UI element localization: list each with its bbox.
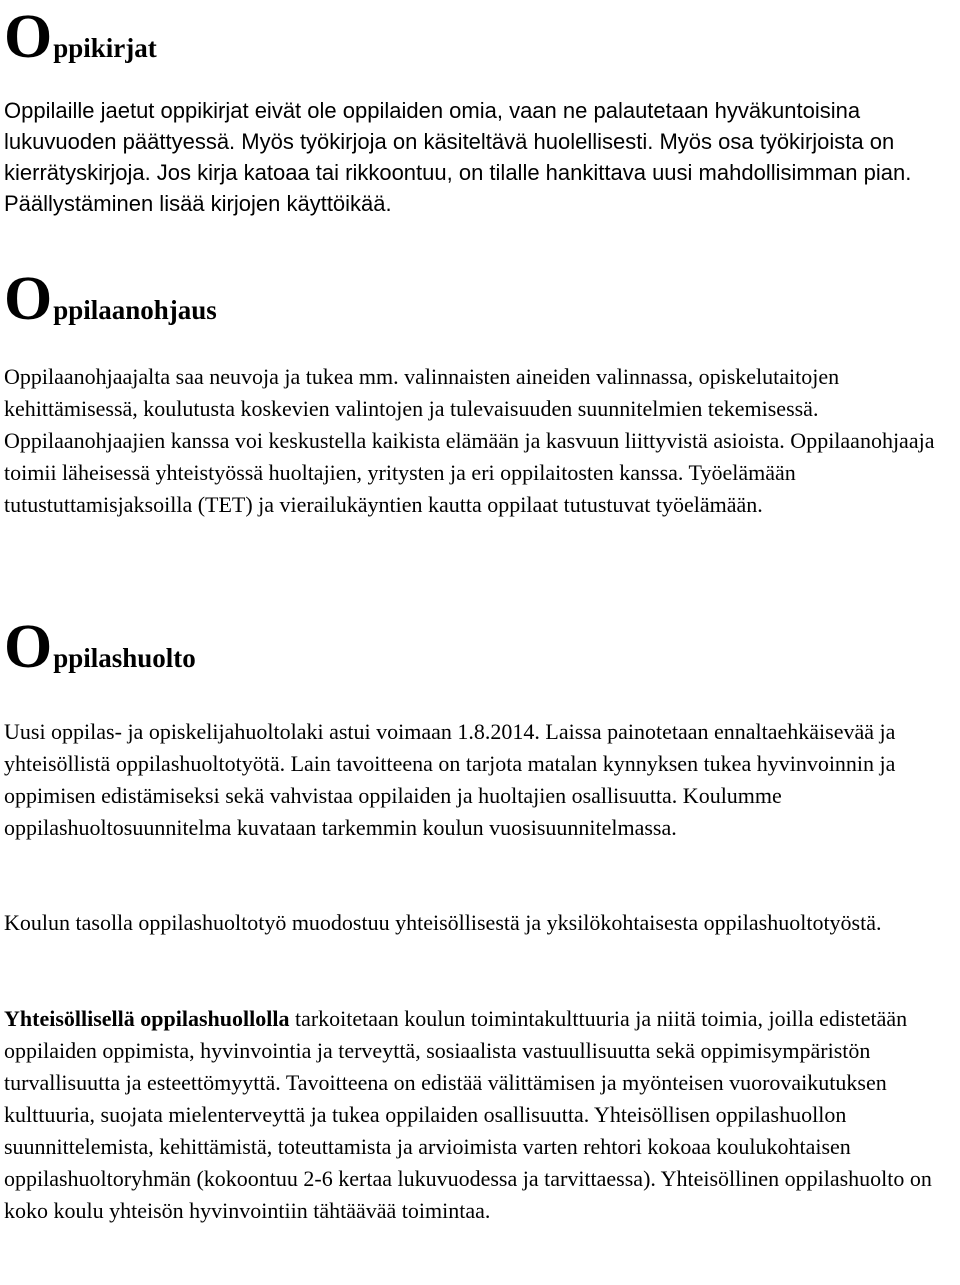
- heading-initial: O: [4, 613, 53, 681]
- paragraph-oppilashuolto-law: Uusi oppilas- ja opiskelijahuoltolaki astui voimaan 1.8.2014. Laissa painotetaan ennaltaehkäisevää ja yhteisöllistä oppilashuoltotyötä. Lain tavoitteena on tarjota matalan kynnyksen tukea hyvinvoinnin ja oppimisen edistämiseksi sekä vahvistaa oppilaiden ja huoltajien osallisuutta. Koulumme oppilashuoltosuunnitelma kuvataan tarkemmin koulun vuosisuunnitelmassa.: [4, 719, 896, 840]
- paragraph-text: tarkoitetaan koulun toimintakulttuuria ja niitä toimia, joilla edistetään oppilaiden oppimista, hyvinvointia ja terveyttä, sosiaalista vastuullisuutta sekä oppimisympäristön turvallisuutta ja esteettömyyttä. Tavoitteena on edistää välittämisen ja myönteisen vuorovaikutuksen kulttuuria, suojata mielenterveyttä ja tukea oppilaiden osallisuutta. Yhteisöllisen oppilashuollon suunnittelemista, kehittämistä, toteuttamista ja arvioimista varten rehtori kokoaa koulukohtaisen oppilashuoltoryhmän (kokoontuu 2-6 kertaa lukuvuodessa ja tarvittaessa). Yhteisöllinen oppilashuolto on koko koulu yhteisön hyvinvointiin tähtäävää toimintaa.: [4, 1006, 932, 1223]
- heading-oppilashuolto: [4, 613, 196, 681]
- heading-oppikirjat: [4, 3, 157, 71]
- heading-initial: O: [4, 3, 53, 71]
- paragraph-oppilaanohjaus: Oppilaanohjaajalta saa neuvoja ja tukea mm. valinnaisten aineiden valinnassa, opiskelutaitojen kehittämisessä, koulutusta koskevien valintojen ja tulevaisuuden suunnitelmien tekemisessä. Oppilaanohjaajien kanssa voi keskustella kaikista elämään ja kasvuun liittyvistä asioista. Oppilaanohjaaja toimii läheisessä yhteistyössä huoltajien, yritysten ja eri oppilaitosten kanssa. Työelämään tutustuttamisjaksoilla (TET) ja vierailukäyntien kautta oppilaat tutustuvat työelämään.: [4, 364, 935, 517]
- paragraph-oppilashuolto-levels: Koulun tasolla oppilashuoltotyö muodostuu yhteisöllisestä ja yksilökohtaisesta oppilashuoltotyöstä.: [4, 910, 882, 935]
- paragraph-oppikirjat: Oppilaille jaetut oppikirjat eivät ole oppilaiden omia, vaan ne palautetaan hyväkuntoisina lukuvuoden päättyessä. Myös työkirjoja on käsiteltävä huolellisesti. Myös osa työkirjoista on kierrätyskirjoja. Jos kirja katoaa tai rikkoontuu, on tilalle hankittava uusi mahdollisimman pian. Päällystäminen lisää kirjojen käyttöikää.: [4, 98, 912, 216]
- heading-initial: O: [4, 265, 53, 333]
- heading-rest: ppilashuolto: [53, 643, 196, 673]
- heading-rest: ppilaanohjaus: [53, 295, 217, 325]
- bold-term: Yhteisöllisellä oppilashuollolla: [4, 1006, 290, 1031]
- paragraph-yhteisollinen-oppilashuolto: [4, 1003, 954, 1227]
- heading-oppilaanohjaus: [4, 265, 217, 333]
- heading-rest: ppikirjat: [53, 33, 157, 63]
